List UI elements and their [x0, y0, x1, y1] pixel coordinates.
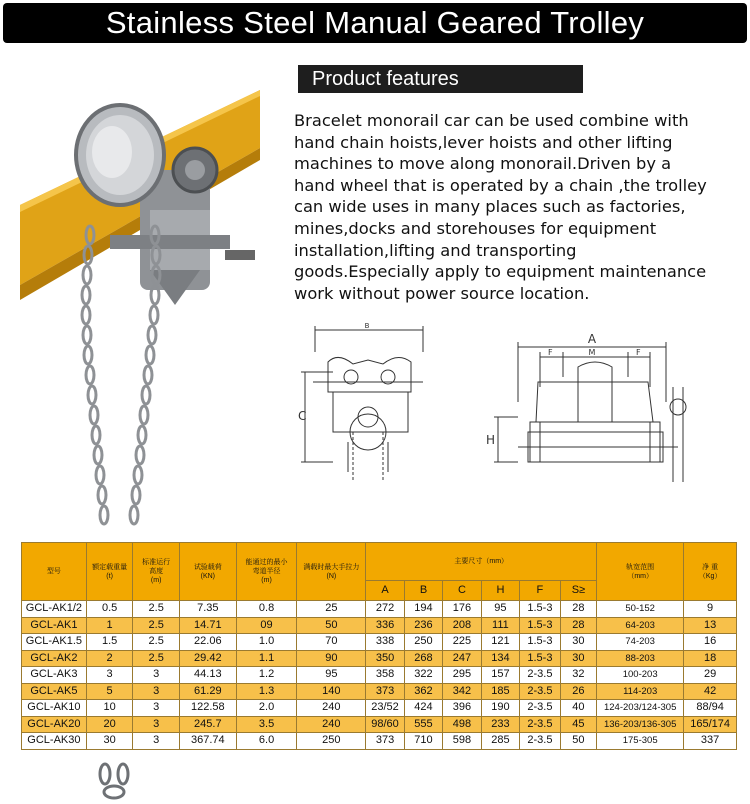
table-cell: 498 — [443, 716, 481, 733]
page-title: Stainless Steel Manual Geared Trolley — [3, 3, 747, 43]
header-net-weight: 净 重 （Kg） — [684, 543, 737, 601]
dim-label-c: C — [298, 409, 307, 423]
table-cell: 362 — [404, 683, 442, 700]
table-cell: 30 — [560, 634, 596, 651]
table-cell: 1 — [86, 617, 133, 634]
header-dim-a: A — [366, 581, 404, 601]
table-cell: 3 — [133, 683, 180, 700]
table-cell: 64-203 — [597, 617, 684, 634]
table-row — [22, 617, 737, 634]
table-cell: 336 — [366, 617, 404, 634]
table-cell: 22.06 — [179, 634, 236, 651]
table-cell: 111 — [481, 617, 519, 634]
table-cell: 0.8 — [236, 601, 297, 618]
table-row — [22, 601, 737, 618]
dim-label-h: H — [486, 433, 496, 447]
table-cell: 20 — [86, 716, 133, 733]
table-cell: 136-203/136-305 — [597, 716, 684, 733]
table-cell: 710 — [404, 733, 442, 750]
table-cell: 250 — [297, 733, 366, 750]
table-cell: 1.1 — [236, 650, 297, 667]
table-cell: GCL-AK20 — [22, 716, 87, 733]
header-min-radius: 能通过的最小 弯道半径 (m) — [236, 543, 297, 601]
table-cell: 2-3.5 — [520, 683, 561, 700]
chain-bottom — [95, 760, 135, 804]
table-cell: 124-203/124-305 — [597, 700, 684, 717]
table-cell: 245.7 — [179, 716, 236, 733]
table-cell: 176 — [443, 601, 481, 618]
table-cell: GCL-AK2 — [22, 650, 87, 667]
table-cell: 16 — [684, 634, 737, 651]
table-cell: 185 — [481, 683, 519, 700]
table-row — [22, 667, 737, 684]
table-cell: 424 — [404, 700, 442, 717]
table-cell: 240 — [297, 716, 366, 733]
table-cell: 50-152 — [597, 601, 684, 618]
table-cell: 322 — [404, 667, 442, 684]
table-cell: 100-203 — [597, 667, 684, 684]
table-cell: 165/174 — [684, 716, 737, 733]
table-cell: GCL-AK1 — [22, 617, 87, 634]
table-cell: 30 — [560, 650, 596, 667]
features-heading: Product features — [298, 65, 583, 93]
table-cell: 28 — [560, 617, 596, 634]
table-cell: 225 — [443, 634, 481, 651]
table-cell: 25 — [297, 601, 366, 618]
table-cell: 337 — [684, 733, 737, 750]
table-cell: GCL-AK30 — [22, 733, 87, 750]
table-cell: 42 — [684, 683, 737, 700]
dim-label-m: M — [588, 348, 596, 357]
front-view-drawing — [293, 322, 443, 497]
features-description: Bracelet monorail car can be used combine with hand chain hoists,lever hoists and other lifting machines to move along monorail.Driven by a hand wheel that is operated by a chain ,the trolley can wide uses in many places such as factories, mines,docks and storehouses for equipment installation,lifting and transporting goods.Especially apply to equipment maintenance work without power source location. — [294, 111, 707, 303]
table-cell: 1.2 — [236, 667, 297, 684]
table-cell: 1.5-3 — [520, 601, 561, 618]
table-cell: 122.58 — [179, 700, 236, 717]
spec-table — [21, 542, 737, 750]
table-cell: 29.42 — [179, 650, 236, 667]
table-cell: 50 — [560, 733, 596, 750]
table-cell: 247 — [443, 650, 481, 667]
table-cell: 358 — [366, 667, 404, 684]
table-cell: 240 — [297, 700, 366, 717]
trolley-photo — [0, 60, 292, 530]
table-cell: 98/60 — [366, 716, 404, 733]
header-rated-load: 额定载重量 (t) — [86, 543, 133, 601]
table-cell: 29 — [684, 667, 737, 684]
table-cell: 5 — [86, 683, 133, 700]
header-dim-c: C — [443, 581, 481, 601]
table-row — [22, 650, 737, 667]
table-cell: 30 — [86, 733, 133, 750]
table-cell: 28 — [560, 601, 596, 618]
table-cell: 2.5 — [133, 634, 180, 651]
table-cell: 1.0 — [236, 634, 297, 651]
table-row — [22, 700, 737, 717]
table-cell: 2-3.5 — [520, 733, 561, 750]
table-cell: 295 — [443, 667, 481, 684]
table-cell: 95 — [297, 667, 366, 684]
table-cell: 208 — [443, 617, 481, 634]
header-pull-force: 满载时最大手拉力 (N) — [297, 543, 366, 601]
table-cell: 367.74 — [179, 733, 236, 750]
table-cell: 2.5 — [133, 617, 180, 634]
table-cell: 3 — [133, 716, 180, 733]
table-cell: 2-3.5 — [520, 716, 561, 733]
table-cell: 10 — [86, 700, 133, 717]
table-cell: 0.5 — [86, 601, 133, 618]
table-cell: 2.5 — [133, 650, 180, 667]
table-cell: 09 — [236, 617, 297, 634]
table-cell: 3 — [133, 667, 180, 684]
table-cell: 1.5-3 — [520, 634, 561, 651]
table-cell: 555 — [404, 716, 442, 733]
table-cell: GCL-AK1/2 — [22, 601, 87, 618]
header-rail-range: 轨宽范围 （mm） — [597, 543, 684, 601]
header-test-load: 试验载荷 (KN) — [179, 543, 236, 601]
table-cell: 373 — [366, 683, 404, 700]
table-cell: 285 — [481, 733, 519, 750]
table-cell: 190 — [481, 700, 519, 717]
table-cell: 45 — [560, 716, 596, 733]
table-cell: 74-203 — [597, 634, 684, 651]
table-cell: 272 — [366, 601, 404, 618]
table-cell: 3 — [86, 667, 133, 684]
table-cell: 50 — [297, 617, 366, 634]
table-cell: 88-203 — [597, 650, 684, 667]
table-cell: 1.3 — [236, 683, 297, 700]
header-dim-h: H — [481, 581, 519, 601]
table-cell: 1.5 — [86, 634, 133, 651]
table-cell: 32 — [560, 667, 596, 684]
table-cell: 70 — [297, 634, 366, 651]
table-cell: 18 — [684, 650, 737, 667]
table-cell: 373 — [366, 733, 404, 750]
table-cell: 175-305 — [597, 733, 684, 750]
table-cell: 26 — [560, 683, 596, 700]
table-cell: 268 — [404, 650, 442, 667]
table-row — [22, 683, 737, 700]
table-cell: 95 — [481, 601, 519, 618]
dim-label-f-right: F — [636, 348, 641, 357]
header-dim-f: F — [520, 581, 561, 601]
table-cell: 338 — [366, 634, 404, 651]
table-cell: 194 — [404, 601, 442, 618]
table-cell: 114-203 — [597, 683, 684, 700]
table-cell: 3.5 — [236, 716, 297, 733]
table-cell: 7.35 — [179, 601, 236, 618]
table-cell: 2.5 — [133, 601, 180, 618]
table-cell: 90 — [297, 650, 366, 667]
table-cell: 13 — [684, 617, 737, 634]
table-cell: 9 — [684, 601, 737, 618]
table-cell: 2-3.5 — [520, 700, 561, 717]
table-cell: 250 — [404, 634, 442, 651]
header-dim-b: B — [404, 581, 442, 601]
header-model: 型号 — [22, 543, 87, 601]
table-cell: 3 — [133, 700, 180, 717]
table-cell: 44.13 — [179, 667, 236, 684]
table-cell: 1.5-3 — [520, 650, 561, 667]
table-row — [22, 634, 737, 651]
table-cell: 396 — [443, 700, 481, 717]
table-cell: 140 — [297, 683, 366, 700]
table-cell: 3 — [133, 733, 180, 750]
table-cell: GCL-AK1.5 — [22, 634, 87, 651]
table-cell: GCL-AK5 — [22, 683, 87, 700]
header-dimensions: 主要尺寸（mm） — [366, 543, 597, 581]
dim-label-a: A — [587, 332, 597, 346]
table-cell: GCL-AK10 — [22, 700, 87, 717]
table-cell: 598 — [443, 733, 481, 750]
header-lift-height: 标准运行 高度 (m) — [133, 543, 180, 601]
table-cell: 342 — [443, 683, 481, 700]
hand-wheel — [76, 105, 164, 205]
table-cell: 236 — [404, 617, 442, 634]
table-cell: 2-3.5 — [520, 667, 561, 684]
table-cell: 61.29 — [179, 683, 236, 700]
table-cell: 23/52 — [366, 700, 404, 717]
side-view-drawing — [478, 327, 693, 492]
table-cell: 233 — [481, 716, 519, 733]
table-cell: 88/94 — [684, 700, 737, 717]
table-cell: 1.5-3 — [520, 617, 561, 634]
dim-label-b: B — [364, 322, 370, 330]
table-row — [22, 733, 737, 750]
header-dim-s: S≥ — [560, 581, 596, 601]
dim-label-f-left: F — [548, 348, 553, 357]
table-cell: 157 — [481, 667, 519, 684]
table-cell: 134 — [481, 650, 519, 667]
table-cell: 350 — [366, 650, 404, 667]
table-cell: 121 — [481, 634, 519, 651]
table-cell: 2 — [86, 650, 133, 667]
table-cell: 40 — [560, 700, 596, 717]
table-cell: GCL-AK3 — [22, 667, 87, 684]
table-cell: 2.0 — [236, 700, 297, 717]
table-cell: 14.71 — [179, 617, 236, 634]
table-row — [22, 716, 737, 733]
table-cell: 6.0 — [236, 733, 297, 750]
